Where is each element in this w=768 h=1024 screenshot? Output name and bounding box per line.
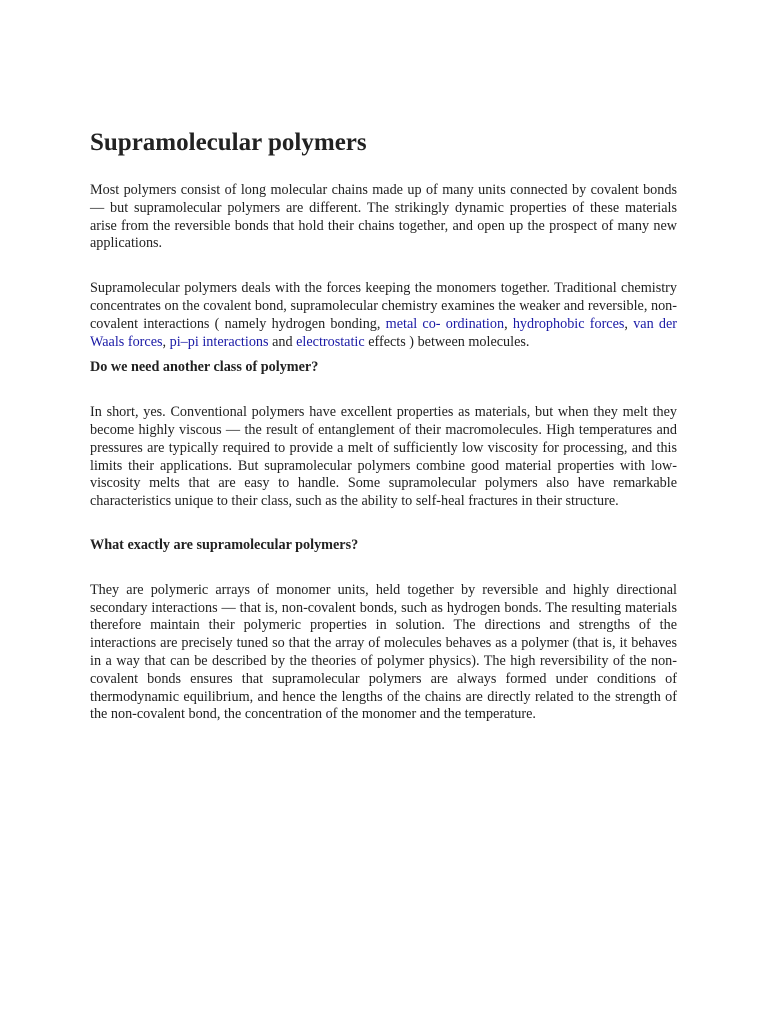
- intro-paragraph: Most polymers consist of long molecular chains made up of many units connected by covalent bonds — but supramolecular polymers are different. The strikingly dynamic properties of these materials arise from the reversible bonds that hold their chains together, and open up the prospect of many new applications.: [90, 182, 677, 252]
- what-exactly-paragraph: They are polymeric arrays of monomer units, held together by reversible and highly directional secondary interactions — that is, non-covalent bonds, such as hydrogen bonds. The resulting materials therefore maintain their polymeric properties in solution. The directions and strengths of the interactions are precisely tuned so that the array of molecules behaves as a polymer (that is, it behaves in a way that can be described by the theories of polymer physics). The high reversibility of the non-covalent bonds ensures that supramolecular polymers are always formed under conditions of thermodynamic equilibrium, and hence the lengths of the chains are directly related to the strength of the non-covalent bond, the concentration of the monomer and the temperature.: [90, 581, 677, 723]
- pi-pi-interactions-link[interactable]: pi–pi interactions: [169, 333, 269, 350]
- forces-text-end: effects ) between molecules.: [364, 333, 530, 350]
- forces-paragraph: [90, 280, 677, 351]
- metal-coordination-link[interactable]: metal co- ordination: [385, 315, 505, 332]
- hydrophobic-forces-link[interactable]: hydrophobic forces: [512, 315, 625, 332]
- section-heading-what-exactly: What exactly are supramolecular polymers?: [90, 536, 359, 553]
- forces-text-start: Supramolecular polymers deals with the forces keeping the monomers together. Traditional chemistry concentrates on the covalent bond, supramolecular chemistry examines the weaker and reversible, non- covalent interactions ( namely hydrogen bonding,: [90, 280, 677, 332]
- electrostatic-link[interactable]: electrostatic: [296, 333, 365, 350]
- link-separator: ,: [162, 333, 170, 350]
- section-heading-another-class: Do we need another class of polymer?: [90, 359, 319, 376]
- link-separator: ,: [624, 315, 634, 332]
- van-der-waals-forces-link[interactable]: van der Waals forces: [90, 315, 678, 350]
- another-class-paragraph: In short, yes. Conventional polymers have excellent properties as materials, but when they melt they become highly viscous — the result of entanglement of their macromolecules. High temperatures and pressures are typically required to provide a melt of sufficiently low viscosity for processing, and this limits their applications. But supramolecular polymers combine good material properties with low-viscosity melts that are easy to handle. Some supramolecular polymers also have remarkable characteristics unique to their class, such as the ability to self-heal fractures in their structure.: [90, 404, 677, 510]
- link-separator: ,: [504, 315, 513, 332]
- link-separator: and: [268, 333, 297, 350]
- page-title: Supramolecular polymers: [90, 129, 367, 156]
- document-page: [90, 120, 677, 724]
